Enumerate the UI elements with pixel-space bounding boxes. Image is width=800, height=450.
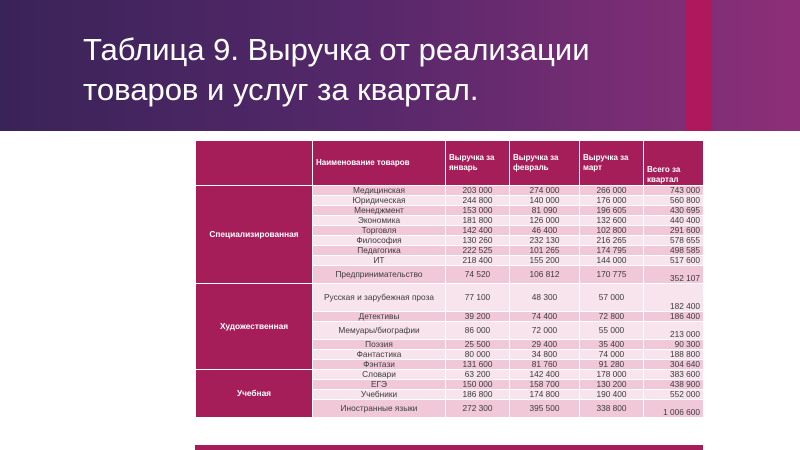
january-cell: 131 600 — [446, 360, 510, 370]
january-cell: 86 000 — [446, 322, 510, 340]
quarter-total-cell: 743 000 — [644, 186, 704, 196]
march-cell: 190 400 — [580, 390, 644, 400]
february-cell: 34 800 — [510, 350, 580, 360]
quarter-total-cell: 498 585 — [644, 246, 704, 256]
header-march: Выручка за март — [580, 141, 644, 186]
march-cell: 35 400 — [580, 340, 644, 350]
product-name-cell: Мемуары/биографии — [313, 322, 446, 340]
january-cell: 218 400 — [446, 256, 510, 266]
quarter-total-cell: 440 400 — [644, 216, 704, 226]
product-name-cell: ЕГЭ — [313, 380, 446, 390]
quarter-total-cell: 383 600 — [644, 370, 704, 380]
slide-title — [83, 30, 683, 110]
category-cell: Художественная — [196, 284, 313, 370]
march-cell: 338 800 — [580, 400, 644, 418]
march-cell: 174 795 — [580, 246, 644, 256]
march-cell: 57 000 — [580, 284, 644, 312]
product-name-cell: Менеджмент — [313, 206, 446, 216]
quarter-total-cell: 188 800 — [644, 350, 704, 360]
february-cell: 29 400 — [510, 340, 580, 350]
february-cell: 155 200 — [510, 256, 580, 266]
march-cell: 55 000 — [580, 322, 644, 340]
february-cell: 395 500 — [510, 400, 580, 418]
march-cell: 74 000 — [580, 350, 644, 360]
january-cell: 130 260 — [446, 236, 510, 246]
february-cell: 74 400 — [510, 312, 580, 322]
february-cell: 274 000 — [510, 186, 580, 196]
february-cell: 81 760 — [510, 360, 580, 370]
february-cell: 101 265 — [510, 246, 580, 256]
march-cell: 102 800 — [580, 226, 644, 236]
product-name-cell: Детективы — [313, 312, 446, 322]
february-cell: 232 130 — [510, 236, 580, 246]
product-name-cell: Фэнтази — [313, 360, 446, 370]
product-name-cell: Русская и зарубежная проза — [313, 284, 446, 312]
february-cell: 48 300 — [510, 284, 580, 312]
product-name-cell: Торговля — [313, 226, 446, 236]
quarter-total-cell: 438 900 — [644, 380, 704, 390]
february-cell: 158 700 — [510, 380, 580, 390]
january-cell: 153 000 — [446, 206, 510, 216]
quarter-total-cell: 213 000 — [644, 322, 704, 340]
january-cell: 80 000 — [446, 350, 510, 360]
product-name-cell: Экономика — [313, 216, 446, 226]
march-cell: 144 000 — [580, 256, 644, 266]
product-name-cell: ИТ — [313, 256, 446, 266]
january-cell: 244 800 — [446, 196, 510, 206]
slide-title-line-2: товаров и услуг за квартал. — [83, 72, 479, 107]
february-cell: 106 812 — [510, 266, 580, 284]
march-cell: 216 265 — [580, 236, 644, 246]
january-cell: 186 800 — [446, 390, 510, 400]
january-cell: 74 520 — [446, 266, 510, 284]
quarter-total-cell: 1 006 600 — [644, 400, 704, 418]
january-cell: 77 100 — [446, 284, 510, 312]
march-cell: 178 000 — [580, 370, 644, 380]
march-cell: 266 000 — [580, 186, 644, 196]
january-cell: 222 525 — [446, 246, 510, 256]
category-cell: Специализированная — [196, 186, 313, 284]
table-header-row — [196, 141, 704, 186]
product-name-cell: Иностранные языки — [313, 400, 446, 418]
product-name-cell: Фантастика — [313, 350, 446, 360]
january-cell: 272 300 — [446, 400, 510, 418]
february-cell: 126 000 — [510, 216, 580, 226]
product-name-cell: Словари — [313, 370, 446, 380]
product-name-cell: Философия — [313, 236, 446, 246]
february-cell: 174 800 — [510, 390, 580, 400]
table-continuation-strip — [195, 445, 703, 450]
february-cell: 140 000 — [510, 196, 580, 206]
quarter-total-cell: 291 600 — [644, 226, 704, 236]
quarter-total-cell: 352 107 — [644, 266, 704, 284]
january-cell: 150 000 — [446, 380, 510, 390]
quarter-total-cell: 552 000 — [644, 390, 704, 400]
march-cell: 170 775 — [580, 266, 644, 284]
march-cell: 130 200 — [580, 380, 644, 390]
march-cell: 196 605 — [580, 206, 644, 216]
january-cell: 181 800 — [446, 216, 510, 226]
january-cell: 39 200 — [446, 312, 510, 322]
february-cell: 72 000 — [510, 322, 580, 340]
march-cell: 72 800 — [580, 312, 644, 322]
march-cell: 132 600 — [580, 216, 644, 226]
february-cell: 142 400 — [510, 370, 580, 380]
march-cell: 91 280 — [580, 360, 644, 370]
quarter-total-cell: 560 800 — [644, 196, 704, 206]
header-category — [196, 141, 313, 186]
product-name-cell: Учебники — [313, 390, 446, 400]
accent-bar — [686, 0, 712, 131]
quarter-total-cell: 182 400 — [644, 284, 704, 312]
header-product-name: Наименование товаров — [313, 141, 446, 186]
january-cell: 142 400 — [446, 226, 510, 236]
product-name-cell: Предпринимательство — [313, 266, 446, 284]
january-cell: 203 000 — [446, 186, 510, 196]
table-body — [196, 186, 704, 418]
march-cell: 176 000 — [580, 196, 644, 206]
quarter-total-cell: 186 400 — [644, 312, 704, 322]
quarter-total-cell: 430 695 — [644, 206, 704, 216]
table-row — [196, 186, 704, 196]
product-name-cell: Поэзия — [313, 340, 446, 350]
category-cell: Учебная — [196, 370, 313, 418]
february-cell: 46 400 — [510, 226, 580, 236]
january-cell: 25 500 — [446, 340, 510, 350]
table-row — [196, 370, 704, 380]
table-row — [196, 284, 704, 312]
header-quarter-total: Всего за квартал — [644, 141, 704, 186]
slide-title-line-1: Таблица 9. Выручка от реализации — [83, 32, 590, 67]
quarter-total-cell: 517 600 — [644, 256, 704, 266]
january-cell: 63 200 — [446, 370, 510, 380]
revenue-table — [195, 140, 704, 418]
quarter-total-cell: 90 300 — [644, 340, 704, 350]
header-february: Выручка за февраль — [510, 141, 580, 186]
product-name-cell: Педагогика — [313, 246, 446, 256]
product-name-cell: Медицинская — [313, 186, 446, 196]
header-january: Выручка за январь — [446, 141, 510, 186]
february-cell: 81 090 — [510, 206, 580, 216]
quarter-total-cell: 304 640 — [644, 360, 704, 370]
product-name-cell: Юридическая — [313, 196, 446, 206]
quarter-total-cell: 578 655 — [644, 236, 704, 246]
